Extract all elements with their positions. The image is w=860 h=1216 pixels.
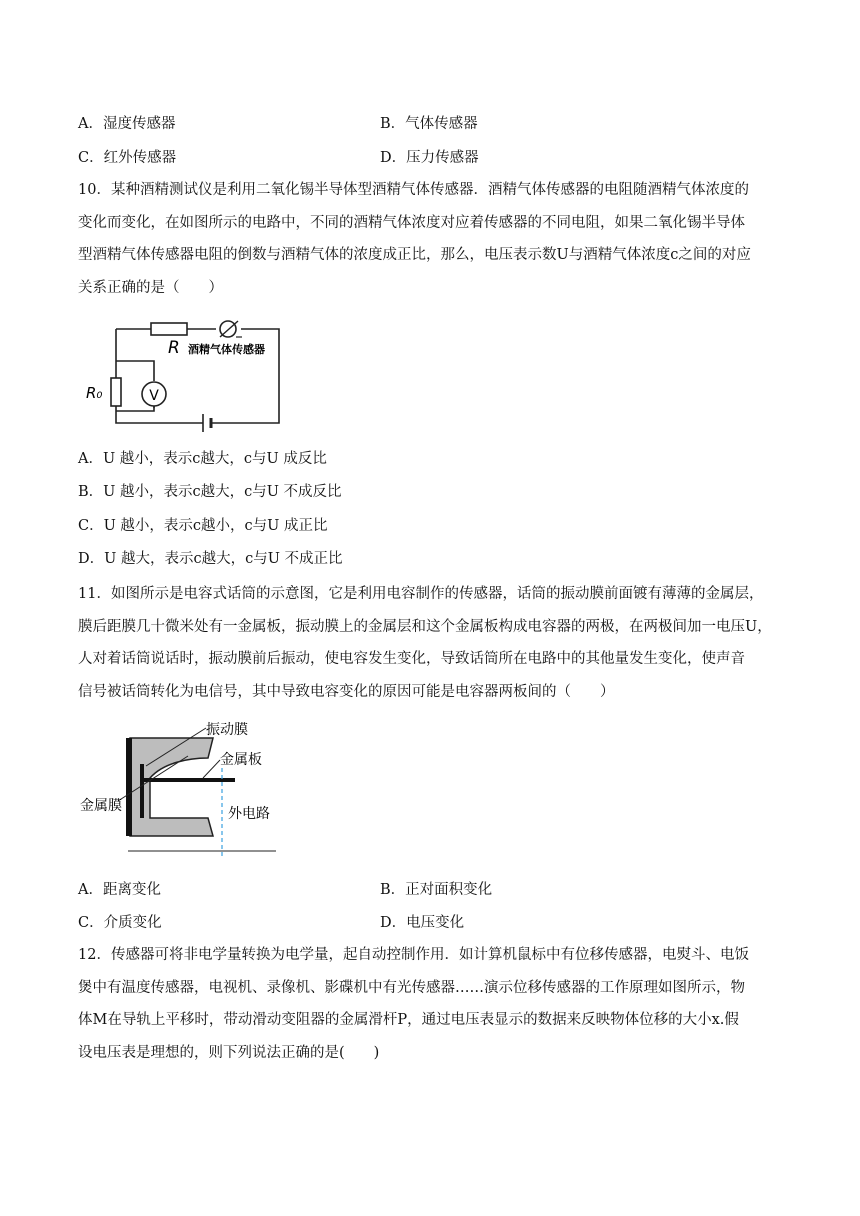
q11-line: 膜后距膜几十微米处有一金属板，振动膜上的金属层和这个金属板构成电容器的两极，在两极间加一电压U， <box>78 618 772 635</box>
label-external-circuit: 外电路 <box>228 806 270 822</box>
alcohol-sensor-icon <box>220 321 242 337</box>
q10-line: 关系正确的是（ ） <box>78 279 223 296</box>
label-r0: R₀ <box>86 384 103 402</box>
label-membrane: 振动膜 <box>206 722 248 738</box>
q11-line: 11．如图所示是电容式话筒的示意图，它是利用电容制作的传感器，话筒的振动膜前面镀有薄薄的金属层， <box>78 586 764 602</box>
label-metal-film: 金属膜 <box>80 798 122 814</box>
q10-option-c: C．U 越小，表示c越小，c与U 成正比 <box>78 518 328 534</box>
q11-line: 信号被话筒转化为电信号，其中导致电容变化的原因可能是电容器两板间的（ ） <box>78 683 615 700</box>
q10-option-d: D．U 越大，表示c越大，c与U 不成正比 <box>78 551 343 567</box>
q10-option-b: B．U 越小，表示c越大，c与U 不成反比 <box>78 484 342 500</box>
q12-stem <box>78 939 778 1069</box>
q10-circuit-diagram <box>86 316 286 434</box>
q11-option-b: B．正对面积变化 <box>380 882 493 898</box>
q10-line: 变化而变化，在如图所示的电路中，不同的酒精气体浓度对应着传感器的不同电阻，如果二氧化锡半导体 <box>78 214 745 231</box>
label-plate: 金属板 <box>220 752 262 768</box>
q10-stem <box>78 174 778 304</box>
q10-line: 型酒精气体传感器电阻的倒数与酒精气体的浓度成正比，那么，电压表示数U与酒精气体浓度c之间的对应 <box>78 247 751 263</box>
q11-option-d: D．电压变化 <box>380 915 465 931</box>
q11-microphone-diagram <box>78 718 308 864</box>
q9-option-a: A．湿度传感器 <box>78 116 176 132</box>
q11-stem <box>78 578 778 708</box>
label-sensor: 酒精气体传感器 <box>188 343 265 356</box>
q12-line: 设电压表是理想的，则下列说法正确的是( ) <box>78 1044 380 1061</box>
q11-option-c: C．介质变化 <box>78 915 162 931</box>
label-r: R <box>168 338 180 358</box>
resistor-r <box>151 323 187 335</box>
metal-film <box>126 738 132 836</box>
q10-option-a: A．U 越小，表示c越大，c与U 成反比 <box>78 451 327 467</box>
q9-option-c: C．红外传感器 <box>78 150 177 166</box>
resistor-r0 <box>111 378 121 406</box>
q10-line: 10．某种酒精测试仪是利用二氧化锡半导体型酒精气体传感器．酒精气体传感器的电阻随酒精气体浓度的 <box>78 182 749 198</box>
q9-option-b: B．气体传感器 <box>380 116 478 132</box>
q12-line: 12．传感器可将非电学量转换为电学量，起自动控制作用．如计算机鼠标中有位移传感器，电熨斗、电饭 <box>78 947 749 963</box>
q11-option-a: A．距离变化 <box>78 882 161 898</box>
q12-line: 煲中有温度传感器，电视机、录像机、影碟机中有光传感器……演示位移传感器的工作原理如图所示，物 <box>78 979 745 996</box>
voltmeter-label: V <box>149 388 159 404</box>
q11-line: 人对着话筒说话时，振动膜前后振动，使电容发生变化，导致话筒所在电路中的其他量发生变化，使声音 <box>78 651 745 667</box>
q12-line: 体M在导轨上平移时，带动滑动变阻器的金属滑杆P，通过电压表显示的数据来反映物体位移的大小x.假 <box>78 1012 739 1028</box>
q9-option-d: D．压力传感器 <box>380 150 479 166</box>
